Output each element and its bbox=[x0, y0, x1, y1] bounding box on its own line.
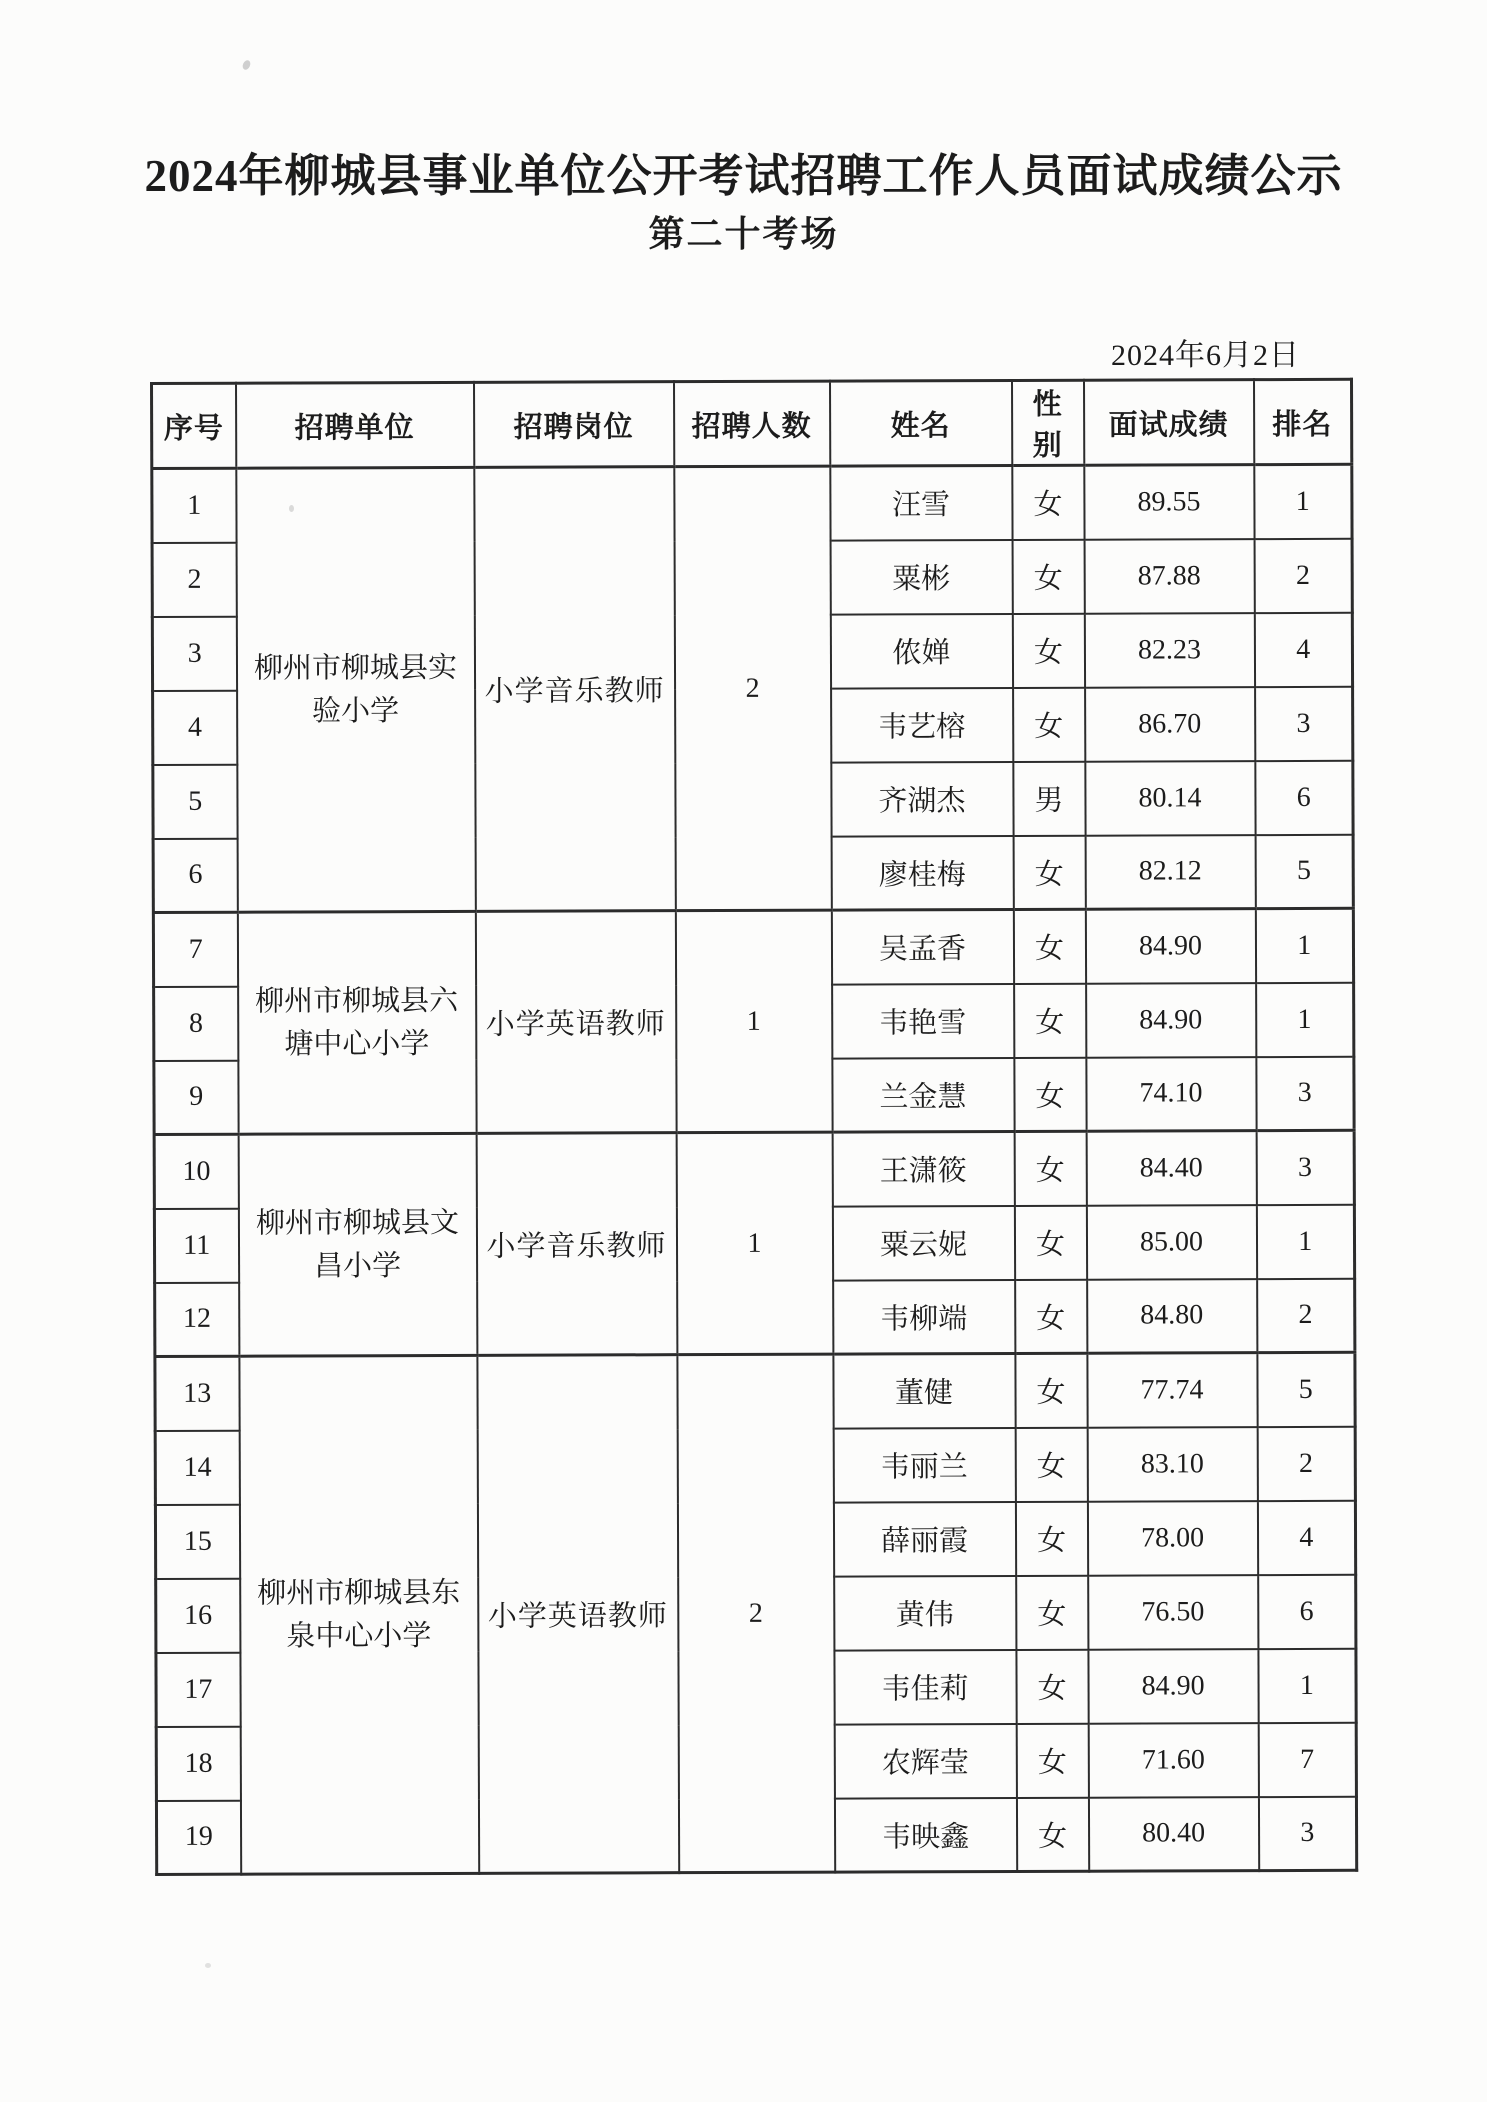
gender-cell: 女 bbox=[1013, 836, 1085, 910]
position-cell: 小学英语教师 bbox=[475, 911, 676, 1134]
score-cell: 86.70 bbox=[1085, 687, 1255, 762]
col-header-gender: 性别 bbox=[1012, 381, 1084, 466]
gender-cell: 女 bbox=[1014, 1132, 1086, 1206]
rank-cell: 4 bbox=[1257, 1501, 1355, 1575]
score-cell: 84.90 bbox=[1085, 909, 1255, 984]
name-cell: 韦艳雪 bbox=[832, 984, 1014, 1059]
rank-cell: 6 bbox=[1255, 761, 1353, 835]
rank-cell: 2 bbox=[1257, 1427, 1355, 1501]
row-number-cell: 10 bbox=[154, 1134, 238, 1208]
col-header-unit: 招聘单位 bbox=[236, 383, 474, 469]
headcount-cell: 1 bbox=[675, 910, 832, 1133]
col-header-headcount: 招聘人数 bbox=[674, 381, 830, 467]
rank-cell: 1 bbox=[1255, 909, 1353, 983]
rank-cell: 1 bbox=[1256, 1205, 1354, 1279]
name-cell: 韦映鑫 bbox=[834, 1798, 1016, 1873]
name-cell: 韦柳端 bbox=[833, 1280, 1015, 1355]
col-header-position: 招聘岗位 bbox=[474, 382, 674, 468]
unit-cell: 柳州市柳城县六塘中心小学 bbox=[237, 912, 476, 1135]
gender-cell: 女 bbox=[1015, 1428, 1087, 1502]
table-row bbox=[152, 465, 1352, 543]
gender-cell: 女 bbox=[1014, 984, 1086, 1058]
row-number-cell: 3 bbox=[152, 616, 236, 690]
gender-cell: 女 bbox=[1016, 1650, 1088, 1724]
name-cell: 农辉莹 bbox=[834, 1724, 1016, 1799]
gender-cell: 男 bbox=[1013, 762, 1085, 836]
rank-cell: 5 bbox=[1257, 1353, 1355, 1427]
rank-cell: 1 bbox=[1258, 1649, 1356, 1723]
rank-cell: 2 bbox=[1254, 539, 1352, 613]
gender-cell: 女 bbox=[1013, 910, 1085, 984]
row-number-cell: 19 bbox=[156, 1800, 240, 1874]
col-header-rank: 排名 bbox=[1253, 380, 1351, 465]
name-cell: 薛丽霞 bbox=[833, 1502, 1015, 1577]
name-cell: 侬婵 bbox=[830, 614, 1012, 689]
score-cell: 74.10 bbox=[1086, 1057, 1256, 1132]
score-cell: 87.88 bbox=[1084, 539, 1254, 614]
col-header-seq: 序号 bbox=[152, 383, 236, 468]
score-cell: 82.23 bbox=[1084, 613, 1254, 688]
name-cell: 王潇筱 bbox=[832, 1132, 1014, 1207]
gender-cell: 女 bbox=[1015, 1502, 1087, 1576]
score-cell: 84.90 bbox=[1088, 1649, 1258, 1724]
position-cell: 小学英语教师 bbox=[477, 1355, 679, 1874]
row-number-cell: 1 bbox=[152, 468, 236, 542]
row-number-cell: 5 bbox=[153, 764, 237, 838]
name-cell: 汪雪 bbox=[830, 466, 1012, 541]
position-cell: 小学音乐教师 bbox=[476, 1133, 677, 1356]
page-subtitle: 第二十考场 bbox=[648, 214, 839, 255]
headcount-cell: 2 bbox=[674, 466, 832, 911]
name-cell: 吴孟香 bbox=[831, 910, 1013, 985]
row-number-cell: 17 bbox=[156, 1652, 240, 1726]
col-header-name: 姓名 bbox=[830, 381, 1012, 467]
gender-cell: 女 bbox=[1012, 466, 1084, 540]
headcount-cell: 1 bbox=[676, 1132, 833, 1355]
gender-cell: 女 bbox=[1013, 688, 1085, 762]
score-cell: 80.14 bbox=[1085, 761, 1255, 836]
score-cell: 78.00 bbox=[1087, 1501, 1257, 1576]
row-number-cell: 7 bbox=[153, 912, 237, 986]
rank-cell: 3 bbox=[1258, 1797, 1356, 1871]
score-cell: 83.10 bbox=[1087, 1427, 1257, 1502]
gender-cell: 女 bbox=[1015, 1354, 1087, 1428]
rank-cell: 7 bbox=[1258, 1723, 1356, 1797]
score-cell: 77.74 bbox=[1087, 1353, 1257, 1428]
publish-date: 2024年6月2日 bbox=[1111, 339, 1300, 373]
gender-cell: 女 bbox=[1015, 1280, 1087, 1354]
score-cell: 85.00 bbox=[1086, 1205, 1256, 1280]
col-header-score: 面试成绩 bbox=[1083, 380, 1253, 466]
score-cell: 89.55 bbox=[1084, 465, 1254, 540]
score-cell: 82.12 bbox=[1085, 835, 1255, 910]
score-cell: 76.50 bbox=[1088, 1575, 1258, 1650]
page-title: 2024年柳城县事业单位公开考试招聘工作人员面试成绩公示 bbox=[144, 151, 1343, 201]
gender-cell: 女 bbox=[1016, 1576, 1088, 1650]
rank-cell: 4 bbox=[1254, 613, 1352, 687]
position-cell: 小学音乐教师 bbox=[474, 467, 676, 912]
results-table-body bbox=[152, 465, 1357, 1875]
header-row bbox=[152, 380, 1352, 469]
name-cell: 粟彬 bbox=[830, 540, 1012, 615]
rank-cell: 3 bbox=[1256, 1057, 1354, 1131]
table-row bbox=[153, 909, 1353, 987]
scan-speck bbox=[289, 505, 294, 512]
unit-cell: 柳州市柳城县文昌小学 bbox=[238, 1134, 477, 1357]
gender-cell: 女 bbox=[1016, 1724, 1088, 1798]
table-row bbox=[155, 1353, 1355, 1431]
name-cell: 韦艺榕 bbox=[831, 688, 1013, 763]
headcount-cell: 2 bbox=[677, 1354, 835, 1873]
score-cell: 84.40 bbox=[1086, 1131, 1256, 1206]
score-cell: 80.40 bbox=[1088, 1797, 1258, 1872]
results-table bbox=[150, 378, 1358, 1876]
gender-cell: 女 bbox=[1012, 540, 1084, 614]
rank-cell: 1 bbox=[1256, 983, 1354, 1057]
rank-cell: 3 bbox=[1255, 687, 1353, 761]
table-area bbox=[150, 330, 1350, 1876]
name-cell: 韦佳莉 bbox=[834, 1650, 1016, 1725]
score-cell: 71.60 bbox=[1088, 1723, 1258, 1798]
table-row bbox=[154, 1131, 1354, 1209]
row-number-cell: 8 bbox=[154, 986, 238, 1060]
row-number-cell: 14 bbox=[155, 1430, 239, 1504]
name-cell: 廖桂梅 bbox=[831, 836, 1013, 911]
score-cell: 84.80 bbox=[1087, 1279, 1257, 1354]
gender-cell: 女 bbox=[1016, 1798, 1088, 1872]
gender-cell: 女 bbox=[1014, 1206, 1086, 1280]
rank-cell: 5 bbox=[1255, 835, 1353, 909]
name-cell: 黄伟 bbox=[834, 1576, 1016, 1651]
row-number-cell: 9 bbox=[154, 1060, 238, 1134]
unit-cell: 柳州市柳城县东泉中心小学 bbox=[239, 1356, 479, 1875]
name-cell: 韦丽兰 bbox=[833, 1428, 1015, 1503]
row-number-cell: 16 bbox=[156, 1578, 240, 1652]
row-number-cell: 2 bbox=[152, 542, 236, 616]
unit-cell: 柳州市柳城县实验小学 bbox=[236, 468, 476, 913]
name-cell: 董健 bbox=[833, 1354, 1015, 1429]
name-cell: 粟云妮 bbox=[832, 1206, 1014, 1281]
gender-cell: 女 bbox=[1014, 1058, 1086, 1132]
rank-cell: 1 bbox=[1254, 465, 1352, 539]
row-number-cell: 15 bbox=[155, 1504, 239, 1578]
rank-cell: 3 bbox=[1256, 1131, 1354, 1205]
row-number-cell: 11 bbox=[154, 1208, 238, 1282]
row-number-cell: 4 bbox=[153, 690, 237, 764]
score-cell: 84.90 bbox=[1086, 983, 1256, 1058]
name-cell: 兰金慧 bbox=[832, 1058, 1014, 1133]
row-number-cell: 12 bbox=[155, 1282, 239, 1356]
name-cell: 齐湖杰 bbox=[831, 762, 1013, 837]
row-number-cell: 6 bbox=[153, 838, 237, 912]
row-number-cell: 13 bbox=[155, 1356, 239, 1430]
scan-speck bbox=[205, 1963, 211, 1968]
rank-cell: 6 bbox=[1258, 1575, 1356, 1649]
row-number-cell: 18 bbox=[156, 1726, 240, 1800]
gender-cell: 女 bbox=[1012, 614, 1084, 688]
rank-cell: 2 bbox=[1257, 1279, 1355, 1353]
